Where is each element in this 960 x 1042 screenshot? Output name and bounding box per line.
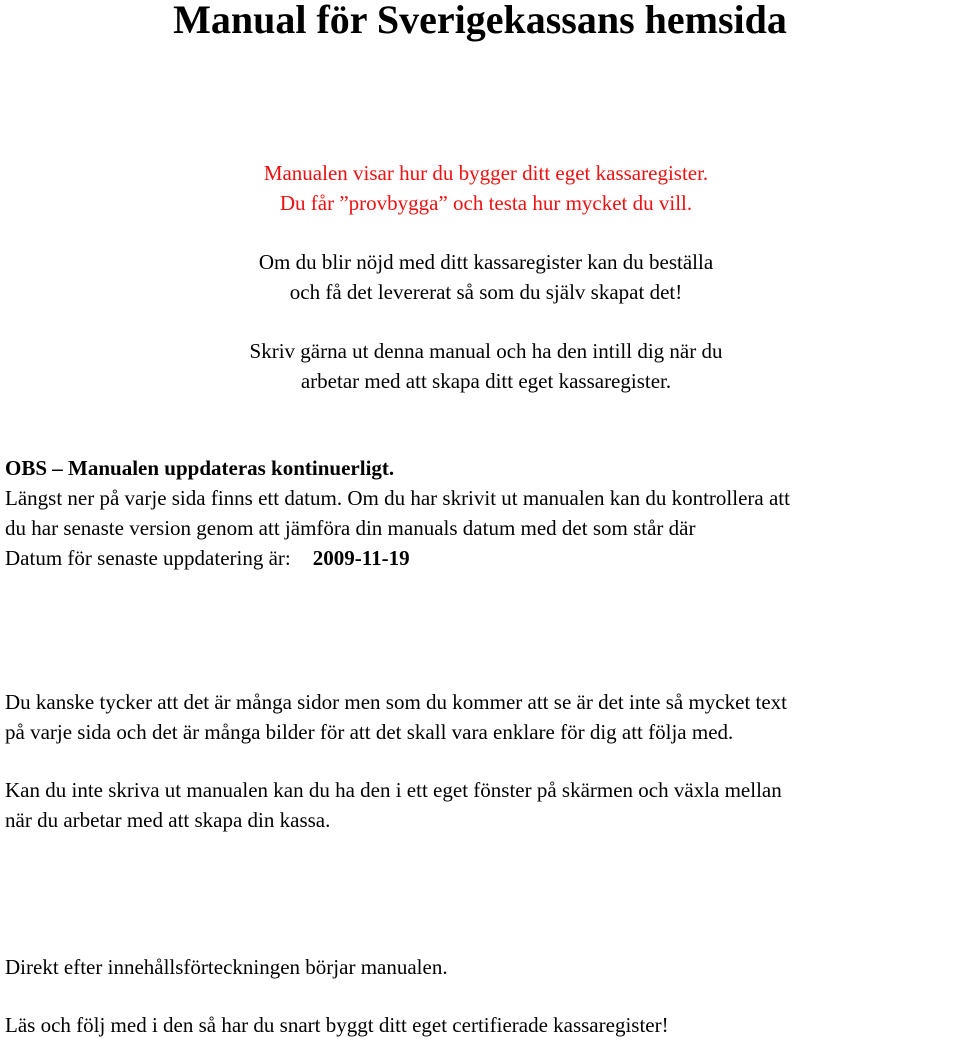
obs-line-2: du har senaste version genom att jämföra din manuals datum med det som står där: [5, 516, 696, 540]
intro-red-line-1: Manualen visar hur du bygger ditt eget kassaregister.: [263, 161, 709, 185]
obs-line-1a: Längst ner på varje sida finns ett datum.: [5, 486, 343, 510]
obs-line-1b: Om du har skrivit ut manualen kan du kontrollera att: [347, 486, 790, 510]
window-note-line-1: Kan du inte skriva ut manualen kan du ha den i ett eget fönster på skärmen och växla mellan: [5, 778, 782, 802]
window-note-line-2: när du arbetar med att skapa din kassa.: [5, 808, 331, 832]
page-title: Manual för Sverigekassans hemsida: [173, 0, 787, 42]
date-label: Datum för senaste uppdatering är:: [5, 546, 291, 570]
intro-print-line-1: Skriv gärna ut denna manual och ha den intill dig när du: [249, 339, 723, 363]
intro-print-paragraph: [0, 336, 960, 396]
obs-date-line: [5, 543, 960, 573]
intro-print-line-2: arbetar med att skapa ditt eget kassaregister.: [300, 369, 672, 393]
closing-text: Läs och följ med i den så har du snart byggt ditt eget certifierade kassaregister!: [5, 1013, 669, 1037]
pages-note-paragraph: [5, 687, 960, 747]
pages-note-line-2: på varje sida och det är många bilder för att det skall vara enklare för dig att följa med.: [5, 720, 734, 744]
intro-order-line-2: och få det levererat så som du själv skapat det!: [289, 280, 683, 304]
intro-order-line-1: Om du blir nöjd med ditt kassaregister kan du beställa: [258, 250, 714, 274]
intro-red-paragraph: [0, 158, 960, 218]
intro-red-line-2: Du får ”provbygga” och testa hur mycket du vill.: [279, 191, 693, 215]
obs-section: [5, 453, 960, 573]
obs-line-1: [5, 483, 960, 513]
toc-note: Direkt efter innehållsförteckningen börjar manualen.: [5, 955, 448, 979]
pages-note-line-1: Du kanske tycker att det är många sidor men som du kommer att se är det inte så mycket text: [5, 690, 788, 714]
date-value: 2009-11-19: [312, 546, 410, 570]
obs-heading: OBS – Manualen uppdateras kontinuerligt.: [5, 456, 395, 480]
intro-order-paragraph: [0, 247, 960, 307]
window-note-paragraph: [5, 775, 960, 835]
